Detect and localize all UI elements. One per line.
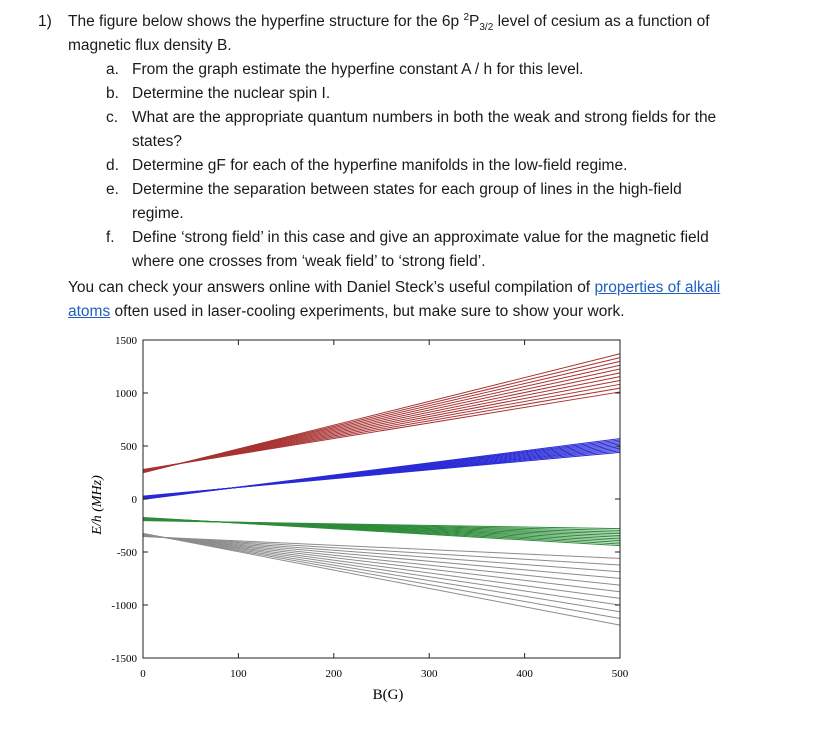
subquestion-letter: e.	[106, 181, 119, 198]
x-tick-label: 500	[611, 668, 629, 680]
x-tick-label: 200	[325, 668, 343, 680]
check-text-b: often used in laser-cooling experiments, but make sure to show your work.	[110, 303, 625, 320]
subquestion-letter: b.	[106, 85, 119, 102]
properties-link[interactable]: properties of alkali	[594, 279, 721, 296]
subquestion-text: From the graph estimate the hyperfine constant A / h for this level.	[132, 61, 584, 78]
subquestion-text: What are the appropriate quantum numbers in both the weak and strong fields for the	[132, 109, 717, 126]
intro-superscript: 2	[463, 11, 470, 23]
y-tick-label: -1500	[111, 653, 137, 665]
question-number: 1)	[38, 13, 52, 30]
chart-series-group	[143, 354, 620, 625]
x-axis-label: B(G)	[372, 687, 404, 703]
y-tick-label: -500	[116, 547, 137, 559]
series-line-F2	[143, 536, 620, 579]
series-line-F2	[143, 534, 620, 619]
series-line-F2	[143, 534, 620, 605]
subquestion-text: Define ‘strong field’ in this case and give an approximate value for the magnetic field	[132, 229, 709, 246]
subquestion-text: Determine the separation between states for each group of lines in the high-field	[132, 181, 682, 198]
y-tick-label: -1000	[111, 600, 137, 612]
x-tick-label: 300	[420, 668, 438, 680]
subquestion-letter: c.	[106, 109, 119, 126]
subquestion-text: where one crosses from ‘weak field’ to ‘strong field’.	[132, 253, 486, 270]
x-tick-label: 0	[140, 668, 146, 680]
y-tick-label: 1000	[115, 388, 137, 400]
subquestion-text: Determine gF for each of the hyperfine manifolds in the low-field regime.	[132, 157, 628, 174]
intro-term-letter: P	[469, 13, 480, 30]
intro-text-a: The figure below shows the hyperfine structure for the 6p	[68, 13, 464, 30]
intro-subscript: 3/2	[479, 22, 494, 34]
x-tick-label: 400	[516, 668, 533, 680]
question-intro-line2: magnetic flux density B.	[68, 37, 232, 54]
intro-text-b: level of cesium as a function of	[493, 13, 710, 30]
series-line-F2	[143, 535, 620, 585]
y-tick-label: 0	[131, 494, 137, 506]
y-axis-label: E/h (MHz)	[90, 475, 105, 535]
check-text-a: You can check your answers online with Daniel Steck’s useful compilation of	[68, 279, 595, 296]
y-tick-label: 1500	[115, 335, 137, 347]
subquestion-text: regime.	[132, 205, 184, 222]
subquestion-text: states?	[132, 133, 182, 150]
atoms-link[interactable]: atoms	[68, 303, 111, 320]
subquestion-letter: d.	[106, 157, 119, 174]
subquestion-letter: f.	[106, 229, 115, 246]
subquestion-letter: a.	[106, 61, 119, 78]
series-line-F2	[143, 536, 620, 565]
subquestion-text: Determine the nuclear spin I.	[132, 85, 331, 102]
x-tick-label: 100	[230, 668, 247, 680]
series-line-F2	[143, 534, 620, 612]
y-tick-label: 500	[120, 441, 137, 453]
series-line-F4	[143, 452, 620, 496]
series-line-F2	[143, 535, 620, 592]
